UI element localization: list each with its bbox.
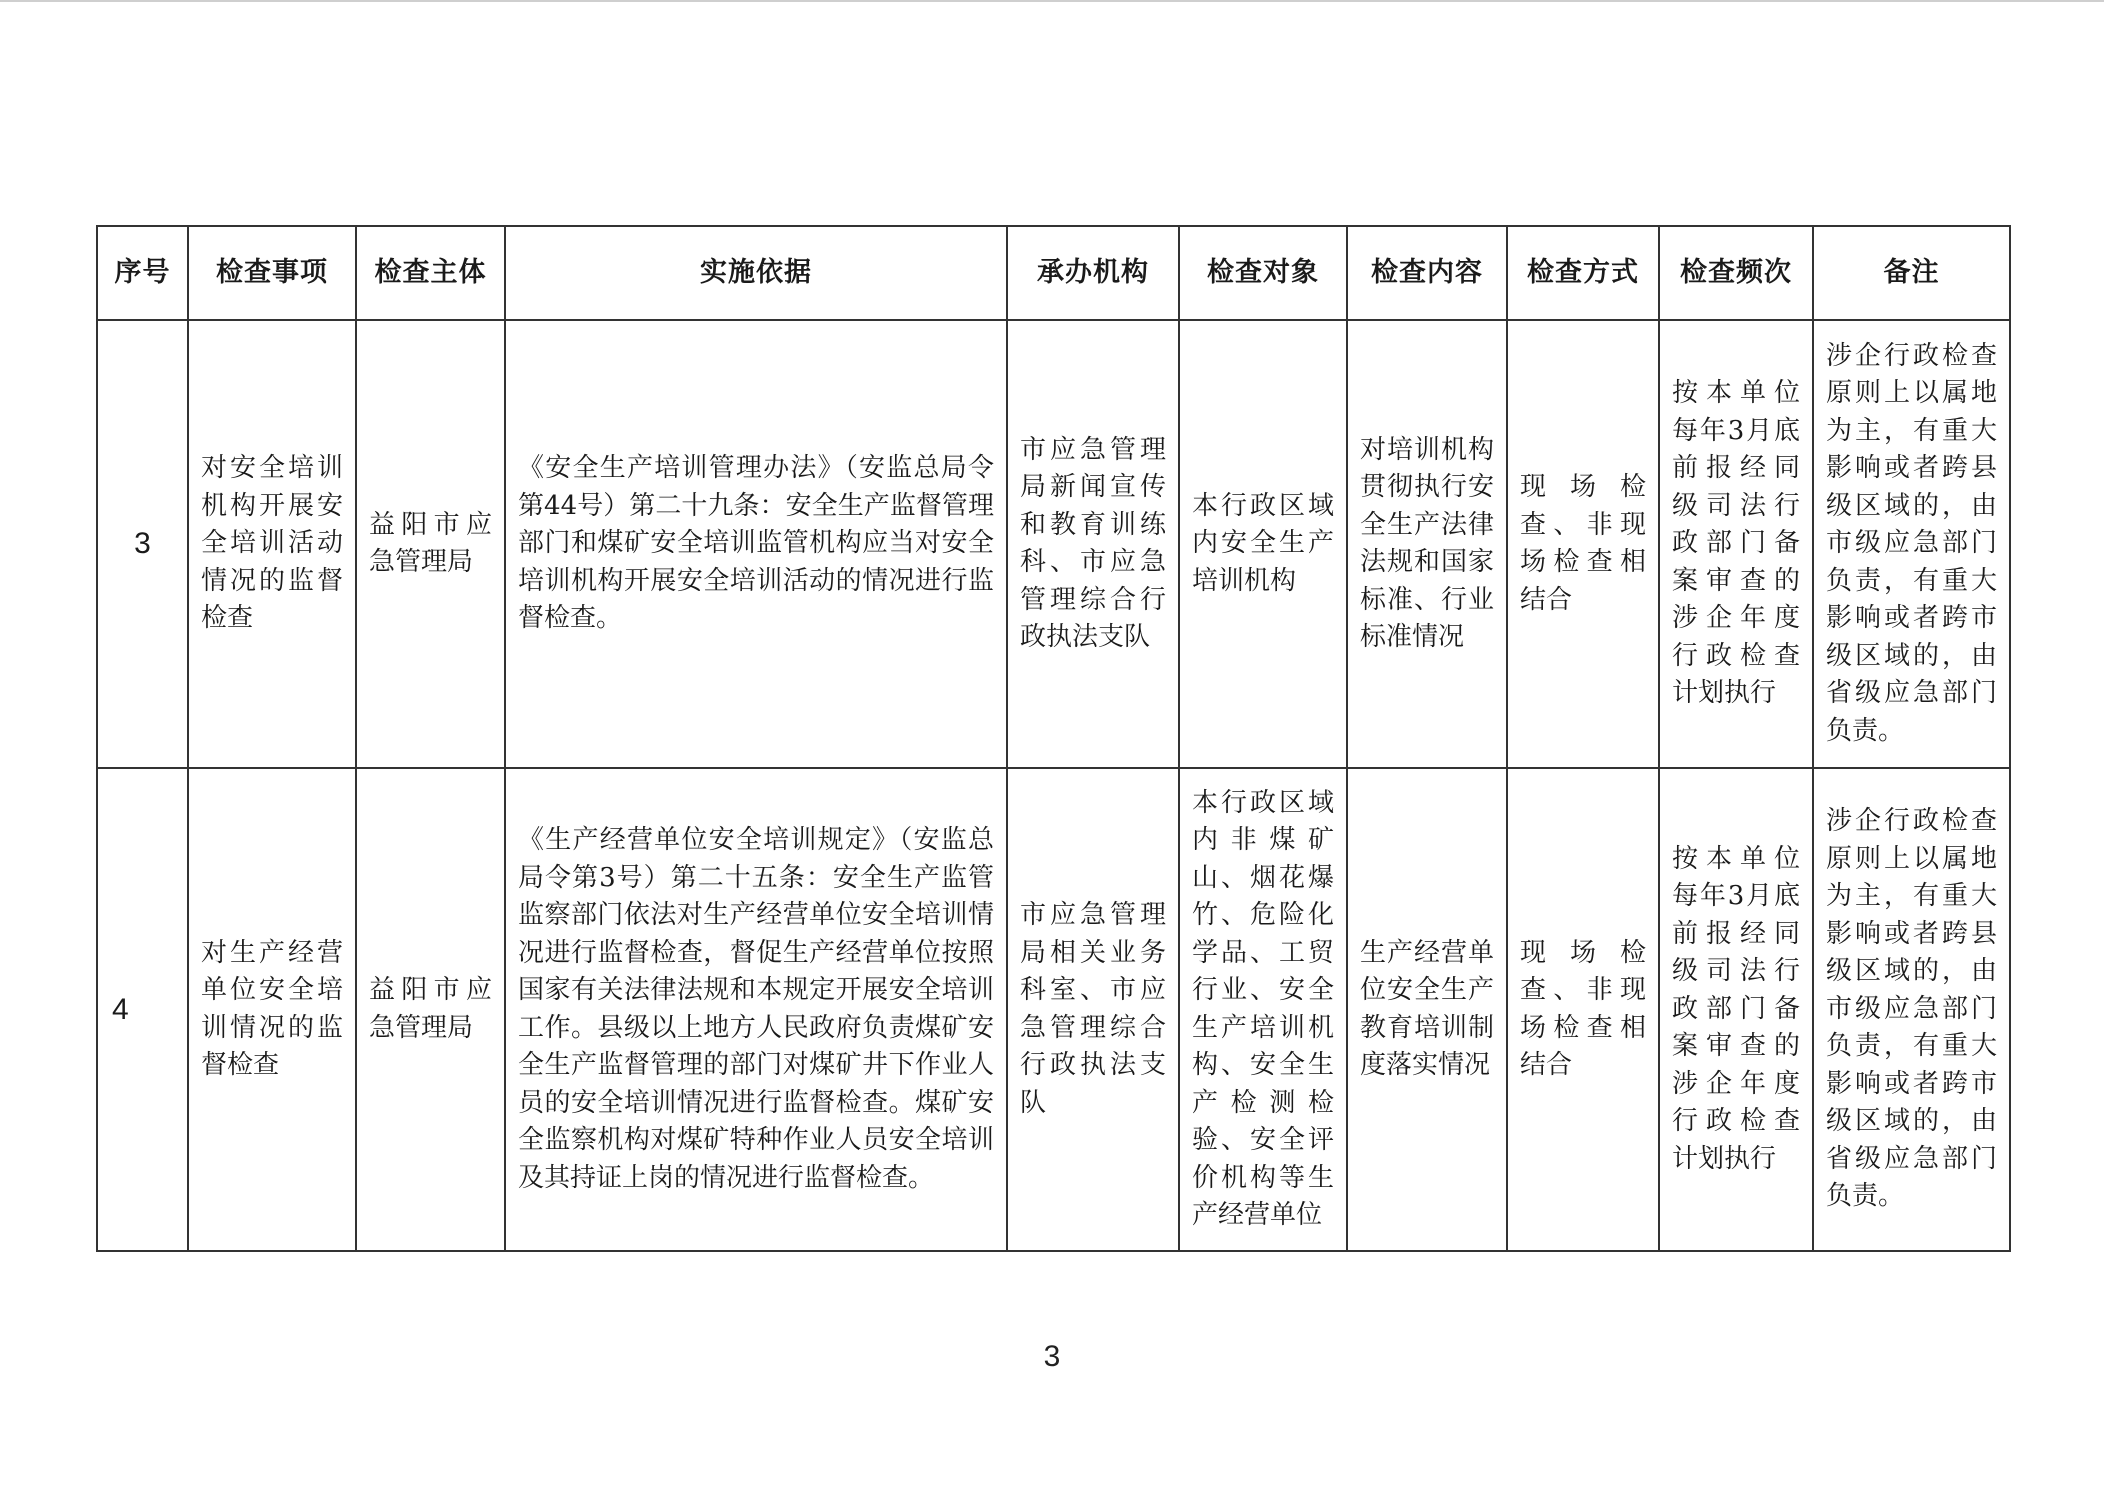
- header-frequency: 检查频次: [1659, 226, 1813, 320]
- header-basis: 实施依据: [505, 226, 1007, 320]
- header-target: 检查对象: [1179, 226, 1347, 320]
- cell-content: 对培训机构贯彻执行安全生产法律法规和国家标准、行业标准情况: [1347, 320, 1507, 768]
- cell-frequency: 按本单位每年3月底前报经同级司法行政部门备案审查的涉企年度行政检查计划执行: [1659, 768, 1813, 1251]
- cell-agency: 市应急管理局新闻宣传和教育训练科、市应急管理综合行政执法支队: [1007, 320, 1179, 768]
- page-top-edge: [0, 0, 2104, 2]
- cell-seq: 4: [97, 768, 188, 1251]
- header-method: 检查方式: [1507, 226, 1659, 320]
- page-number: 3: [1043, 1340, 1061, 1373]
- cell-seq: 3: [97, 320, 188, 768]
- cell-basis: 《安全生产培训管理办法》（安监总局令第44号）第二十九条：安全生产监督管理部门和煤矿安全培训监管机构应当对安全培训机构开展安全培训活动的情况进行监督检查。: [505, 320, 1007, 768]
- inspection-table: [96, 225, 2011, 1252]
- cell-item: 对生产经营单位安全培训情况的监督检查: [188, 768, 356, 1251]
- cell-method: 现场检查、非现场检查相结合: [1507, 320, 1659, 768]
- cell-target: 本行政区域内非煤矿山、烟花爆竹、危险化学品、工贸行业、安全生产培训机构、安全生产检测检验、安全评价机构等生产经营单位: [1179, 768, 1347, 1251]
- cell-item: 对安全培训机构开展安全培训活动情况的监督检查: [188, 320, 356, 768]
- cell-remark: 涉企行政检查原则上以属地为主，有重大影响或者跨县级区域的，由市级应急部门负责，有重大影响或者跨市级区域的，由省级应急部门负责。: [1813, 320, 2010, 768]
- cell-target: 本行政区域内安全生产培训机构: [1179, 320, 1347, 768]
- header-seq: 序号: [97, 226, 188, 320]
- cell-content: 生产经营单位安全生产教育培训制度落实情况: [1347, 768, 1507, 1251]
- header-remark: 备注: [1813, 226, 2010, 320]
- cell-subject: 益阳市应急管理局: [356, 320, 505, 768]
- header-item: 检查事项: [188, 226, 356, 320]
- cell-frequency: 按本单位每年3月底前报经同级司法行政部门备案审查的涉企年度行政检查计划执行: [1659, 320, 1813, 768]
- table-header-row: [97, 226, 2010, 320]
- header-content: 检查内容: [1347, 226, 1507, 320]
- cell-method: 现场检查、非现场检查相结合: [1507, 768, 1659, 1251]
- header-subject: 检查主体: [356, 226, 505, 320]
- table-row: [97, 768, 2010, 1251]
- header-agency: 承办机构: [1007, 226, 1179, 320]
- cell-basis: 《生产经营单位安全培训规定》（安监总局令第3号）第二十五条：安全生产监管监察部门依法对生产经营单位安全培训情况进行监督检查，督促生产经营单位按照国家有关法律法规和本规定开展安全培训工作。县级以上地方人民政府负责煤矿安全生产监督管理的部门对煤矿井下作业人员的安全培训情况进行监督检查。煤矿安全监察机构对煤矿特种作业人员安全培训及其持证上岗的情况进行监督检查。: [505, 768, 1007, 1251]
- cell-agency: 市应急管理局相关业务科室、市应急管理综合行政执法支队: [1007, 768, 1179, 1251]
- table-row: [97, 320, 2010, 768]
- cell-remark: 涉企行政检查原则上以属地为主，有重大影响或者跨县级区域的，由市级应急部门负责，有重大影响或者跨市级区域的，由省级应急部门负责。: [1813, 768, 2010, 1251]
- cell-subject: 益阳市应急管理局: [356, 768, 505, 1251]
